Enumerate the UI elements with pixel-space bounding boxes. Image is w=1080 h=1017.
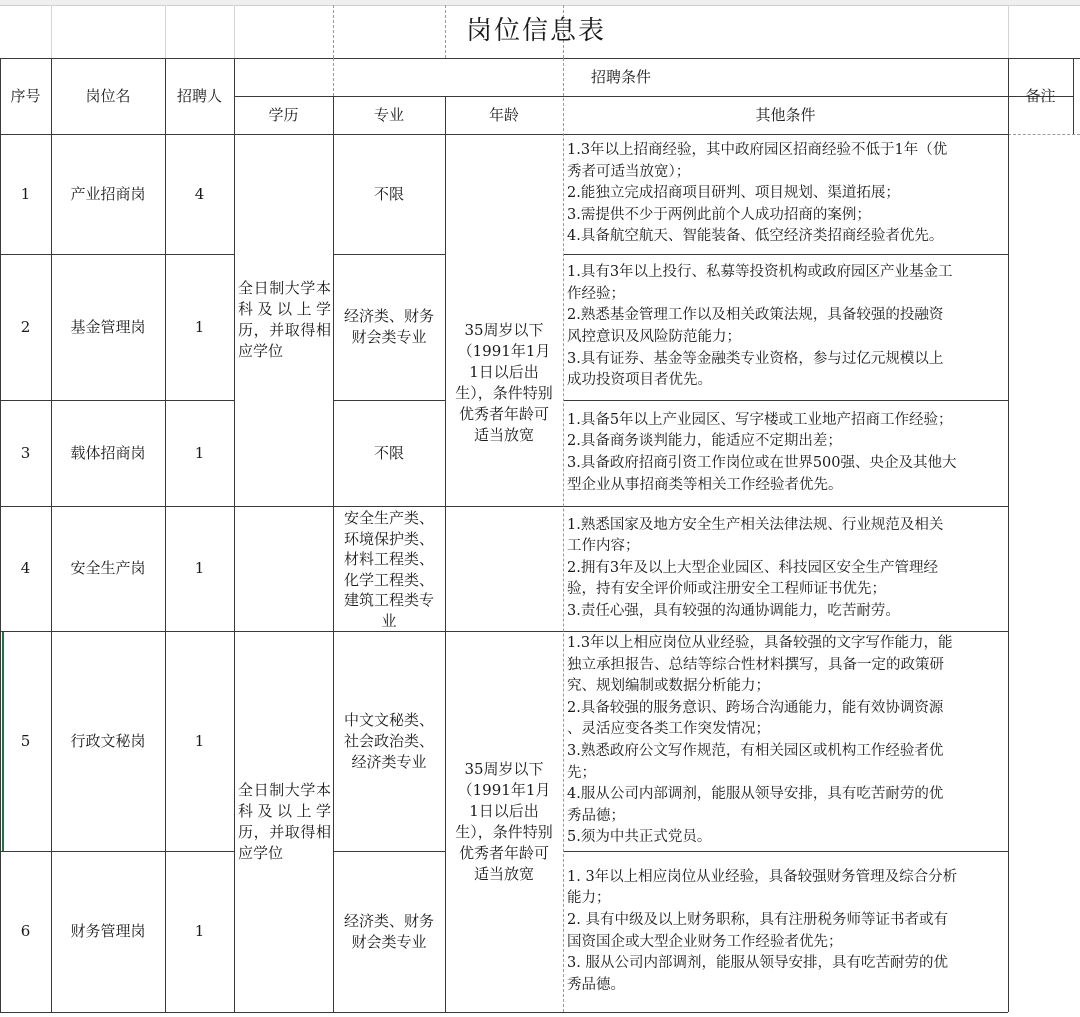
row-seq: 5: [20, 731, 31, 750]
row-position: 行政文秘岗: [70, 731, 146, 750]
education-cell: 全日制大学本科及以上学历，并取得相应学位: [238, 279, 331, 360]
row-count: 1: [194, 317, 205, 336]
row-count: 4: [194, 184, 205, 203]
row-other-conditions: 1.具备5年以上产业园区、写字楼或工业地产招商工作经验； 2.具备商务谈判能力，能适应不定期出差； 3.具备政府招商引资工作岗位或在世界500强、央企及其他大 型企业从事招商类等相关工作经验者优先。: [567, 411, 957, 493]
header-education: 学历: [268, 105, 299, 124]
education-cell: 全日制大学本科及以上学历，并取得相应学位: [238, 780, 331, 862]
header-other: 其他条件: [755, 105, 816, 124]
age-cell: 35周岁以下（1991年1月1日以后出生），条件特别优秀者年龄可适当放宽: [455, 320, 553, 444]
header-major: 专业: [373, 105, 404, 124]
header-age: 年龄: [488, 105, 519, 124]
border: [234, 58, 235, 1012]
header-count: 招聘人: [176, 86, 222, 105]
age-cell: 35周岁以下（1991年1月1日以后出生），条件特别优秀者年龄可适当放宽: [455, 759, 553, 883]
row-count: 1: [194, 922, 205, 940]
row-major: 经济类、财务财会类专业: [343, 911, 434, 951]
header-remark: 备注: [1025, 86, 1056, 105]
header-conditions: 招聘条件: [590, 67, 651, 86]
row-seq: 1: [20, 184, 31, 203]
row-position: 基金管理岗: [70, 317, 146, 336]
row-other-conditions: 1.3年以上招商经验，其中政府园区招商经验不低于1年（优 秀者可适当放宽）； 2.能独立完成招商项目研判、项目规划、渠道拓展； 3.需提供不少于两例此前个人成功招商的案例； 4.具备航空航天、智能装备、低空经济类招商经验者优先。: [567, 142, 948, 245]
header-seq: 序号: [10, 86, 41, 105]
row-count: 1: [194, 559, 205, 577]
row-major: 安全生产类、 环境保护类、 材料工程类、 化学工程类、 建筑工程类专 业: [343, 509, 434, 630]
row-seq: 6: [20, 922, 31, 940]
row-other-conditions: 1.3年以上相应岗位从业经验，具备较强的文字写作能力，能 独立承担报告、总结等综合性材料撰写，具备一定的政策研 究、规划编制或数据分析能力； 2.具备较强的服务意识、跨场合沟通能力，能有效协调资源 、灵活应变各类工作突发情况； 3.熟悉政府公文写作规范，有相关园区或机构工作经验者优 先； 4.服从公司内部调剂，能服从领导安排，具有吃苦耐劳的优 秀品德； 5.须为中共正式党员。: [567, 635, 953, 846]
header-position: 岗位名: [85, 86, 131, 105]
row-other-conditions: 1. 3年以上相应岗位从业经验，具备较强财务管理及综合分析 能力； 2. 具有中级及以上财务职称，具有注册税务师等证书者或有 国资国企或大型企业财务工作经验者优先； 3. 服从公司内部调剂，能服从领导安排，具有吃苦耐劳的优 秀品德。: [567, 868, 958, 993]
row-seq: 2: [20, 317, 31, 336]
border: [0, 1012, 1008, 1013]
border: [1008, 134, 1080, 135]
row-position: 财务管理岗: [70, 922, 146, 940]
row-major: 不限: [373, 443, 404, 462]
row-major: 不限: [373, 184, 404, 203]
row-major: 中文文秘类、 社会政治类、 经济类专业: [343, 710, 434, 771]
table-title: 岗位信息表: [465, 16, 606, 46]
row-seq: 3: [20, 443, 31, 462]
row-seq: 4: [20, 559, 31, 577]
border: [1008, 58, 1009, 1012]
row-other-conditions: 1.熟悉国家及地方安全生产相关法律法规、行业规范及相关 工作内容； 2.拥有3年及以上大型企业园区、科技园区安全生产管理经 验，持有安全评价师或注册安全工程师证书优先； 3.责任心强，具有较强的沟通协调能力，吃苦耐劳。: [567, 516, 944, 619]
row-other-conditions: 1.具有3年以上投行、私募等投资机构或政府园区产业基金工 作经验； 2.熟悉基金管理工作以及相关政策法规，具备较强的投融资 风控意识及风险防范能力； 3.具有证券、基金等金融类专业资格，参与过亿元规模以上 成功投资项目者优先。: [567, 264, 953, 389]
row-position: 载体招商岗: [70, 443, 146, 462]
row-count: 1: [194, 443, 205, 462]
row-count: 1: [194, 731, 205, 750]
row-position: 安全生产岗: [70, 559, 146, 577]
row-major: 经济类、财务财会类专业: [343, 307, 434, 346]
border: [1073, 58, 1074, 134]
row-position: 产业招商岗: [70, 184, 146, 203]
